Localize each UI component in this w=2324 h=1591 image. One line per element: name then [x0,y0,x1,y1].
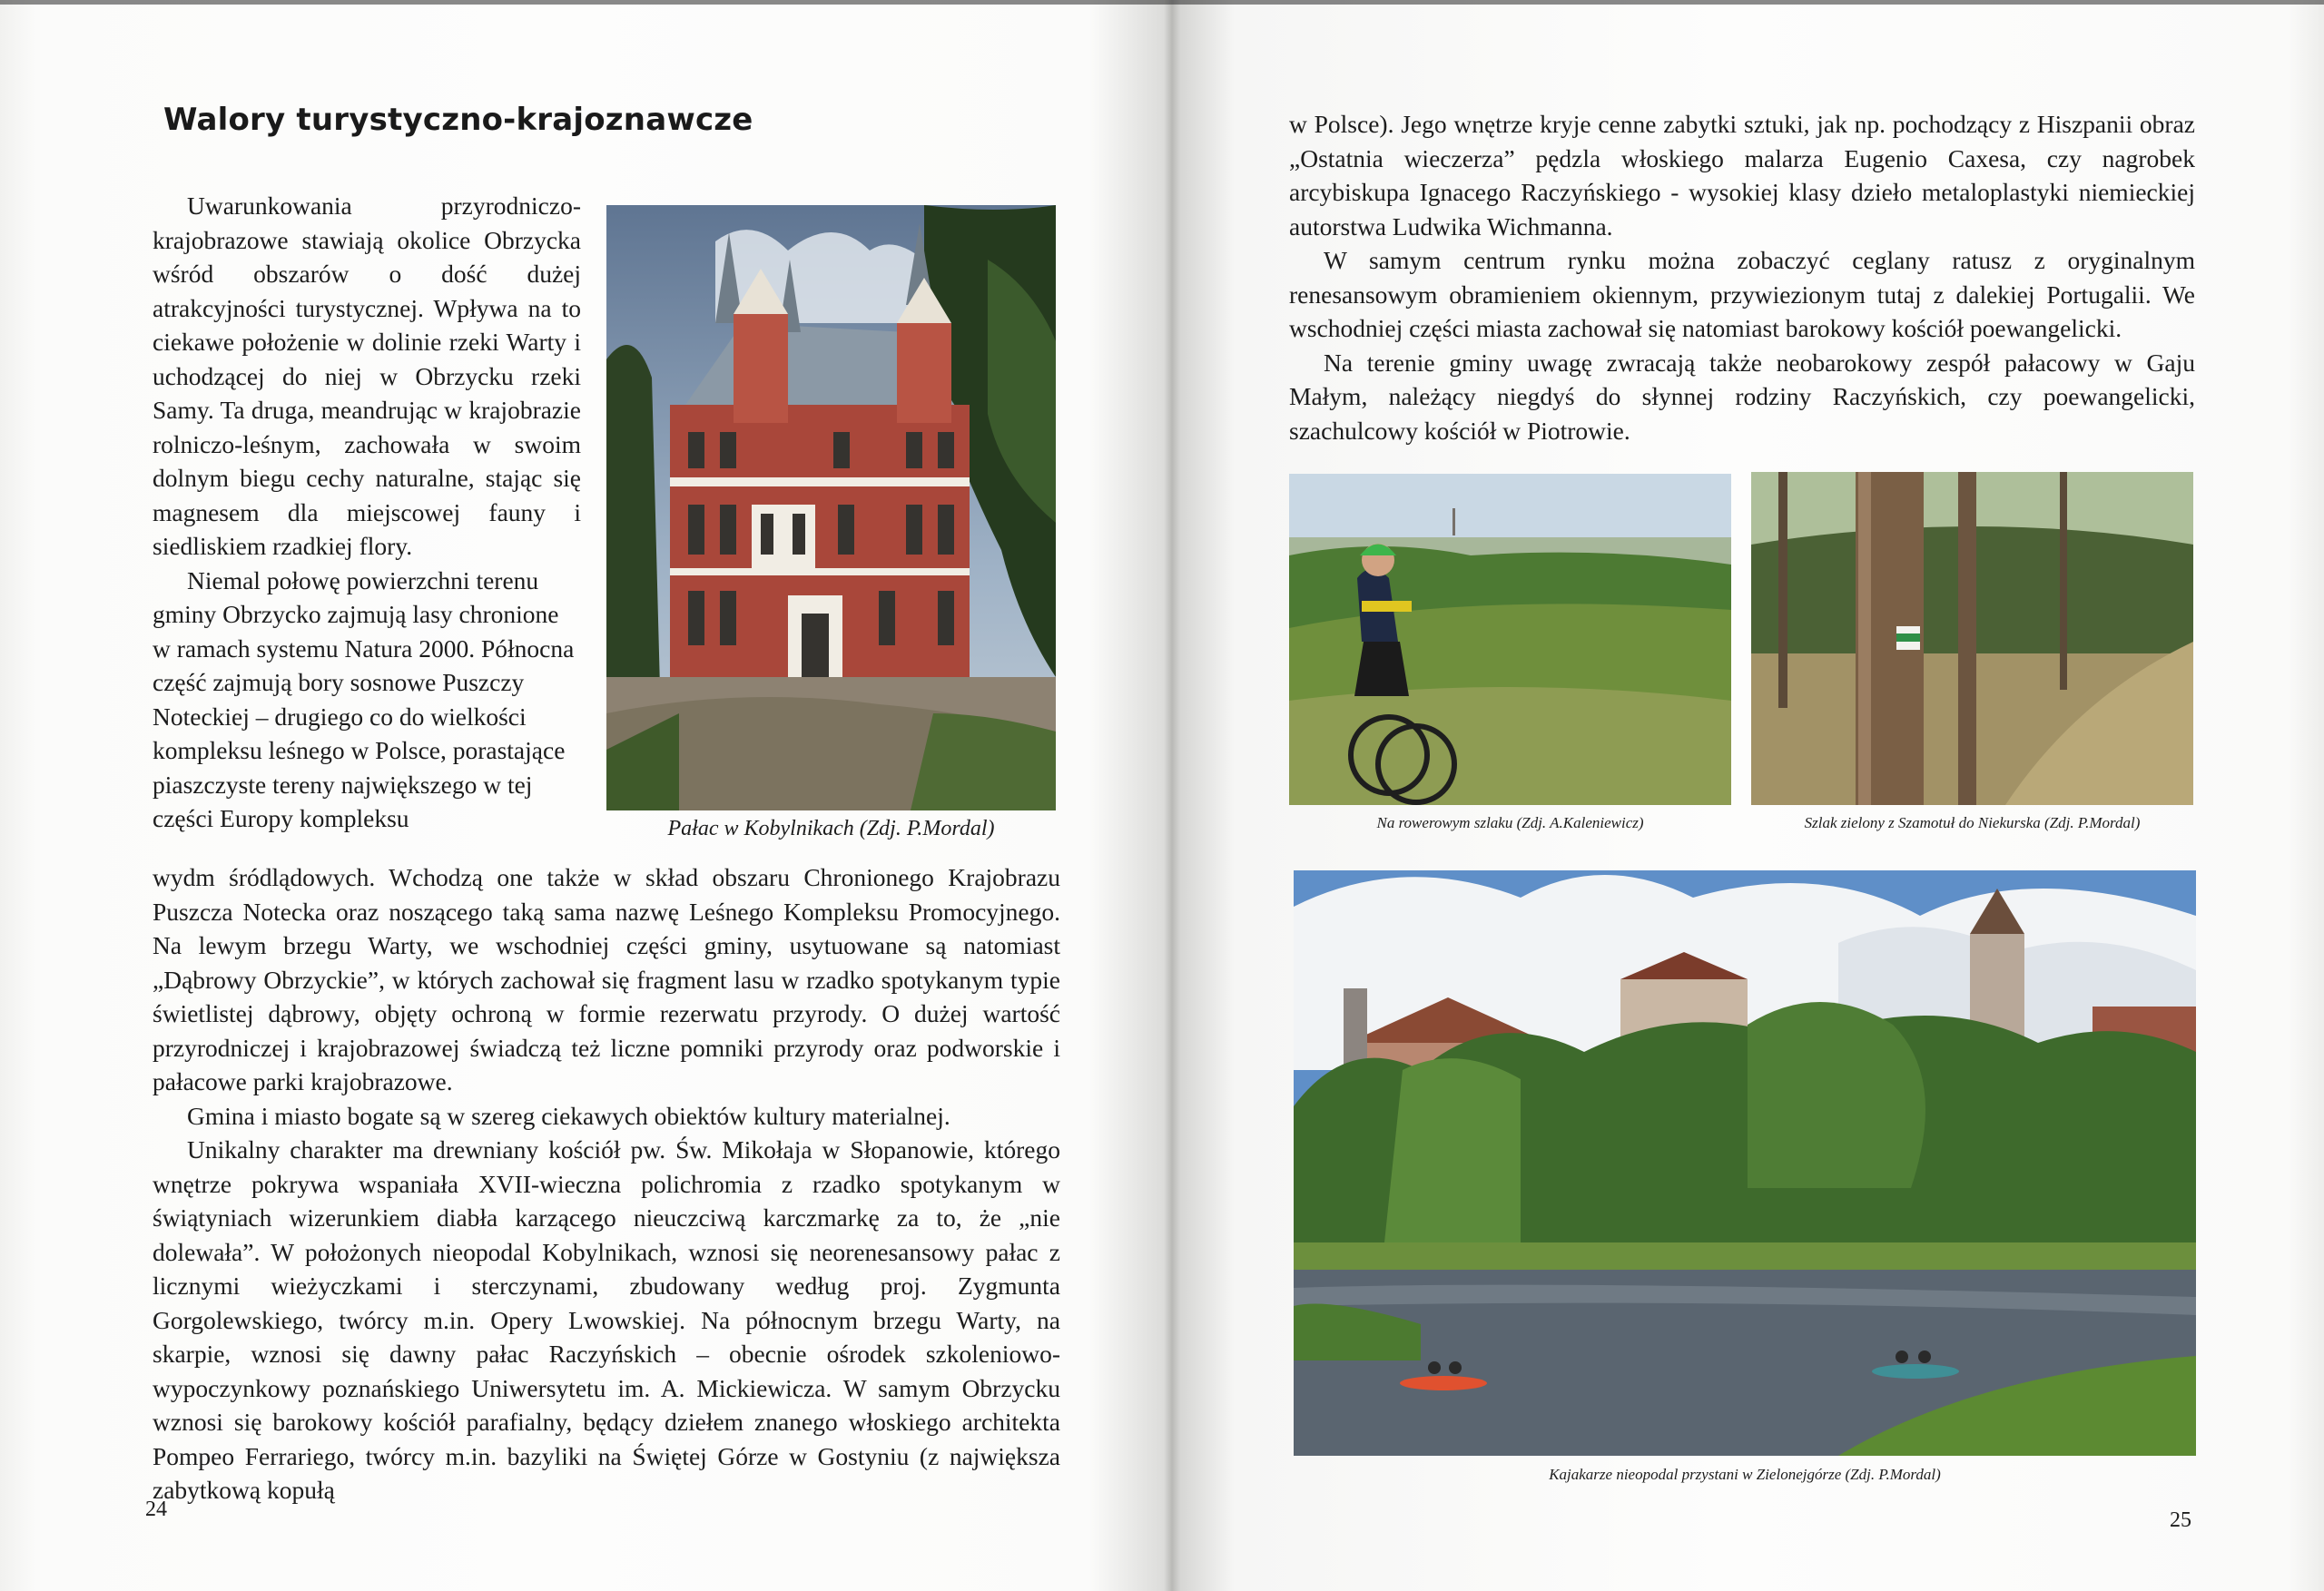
page-number-left: 24 [145,1498,167,1521]
paragraph: wydm śródlądowych. Wchodzą one także w skład obszaru Chronionego Krajobrazu Puszcza Notecka oraz noszącego taką sama nazwę Leśnego Kompleksu Promocyjnego. Na lewym brzegu Warty, we wschodniej części gminy, usytuowane są natomiast „Dąbrowy Obrzyckie”, w których zachował się fragment lasu w rzadko spotykanym typie świetlistej dąbrowy, objęty ochroną w formie rezerwatu przyrody. O dużej wartość przyrodniczej i krajobrazowej świadczą też liczne pomniki przyrody oraz podworskie i pałacowe parki krajobrazowe. [153,863,1060,1095]
palace-photo [606,205,1056,810]
paragraph: Na terenie gminy uwagę zwracają także neobarokowy zespół pałacowy w Gaju Małym, należący niegdyś do słynnej rodziny Raczyńskich, czy poewangelicki, szachulcowy kościół w Piotrowie. [1289,348,2195,445]
palace-photo-caption: Pałac w Kobylnikach (Zdj. P.Mordal) [667,817,995,840]
paragraph: Gmina i miasto bogate są w szereg ciekawych obiektów kultury materialnej. [187,1101,950,1130]
top-edge-line [0,0,2324,5]
paragraph: W samym centrum rynku można zobaczyć ceglany ratusz z oryginalnym renesansowym obramieniem okiennym, przywiezionym tutaj z dalekiej Portugalii. We wschodniej części miasta zachował się natomiast barokowy kościół poewangelicki. [1289,246,2195,342]
page-number-right: 25 [2170,1508,2191,1532]
paragraph: Niemal połowę powierzchni terenu gminy Obrzycko zajmują lasy chronione w ramach systemu Natura 2000. Północna część zajmują bory sosnowe Puszczy Noteckiej – drugiego co do wielkości kompleksu leśnego w Polsce, porastające piaszczyste tereny największego w tej części Europy kompleksu [153,565,575,832]
left-full-text [153,860,1060,1508]
paragraph: Uwarunkowania przyrodniczo-krajobrazowe stawiają okolice Obrzycka wśród obszarów o dość dużej atrakcyjności turystycznej. Wpływa na to ciekawe położenie w dolinie rzeki Warty i uchodzącej do niej w Obrzycku rzeki Samy. Ta druga, meandrując w krajobrazie rolniczo-leśnym, zachowała w swoim dolnym biegu cechy naturalne, stając się magnesem dla miejscowej fauny i siedliskiem rzadkiej flory. [153,192,581,560]
paragraph: w Polsce). Jego wnętrze kryje cenne zabytki sztuki, jak np. pochodzący z Hiszpanii obraz „Ostatnia wieczerza” pędzla włoskiego malarza Eugenio Caxesa, czy nagrobek arcybiskupa Ignacego Raczyńskiego - wysokiej klasy dzieło metaloplastyki niemieckiej autorstwa Ludwika Wichmanna. [1289,110,2195,241]
right-text [1289,107,2195,447]
trail-photo-caption: Szlak zielony z Szamotuł do Niekurska (Zdj. P.Mordal) [1804,814,2141,831]
trail-photo [1751,472,2193,805]
cyclist-photo-caption: Na rowerowym szlaku (Zdj. A.Kaleniewicz) [1376,814,1644,831]
kayak-photo [1294,870,2196,1456]
paragraph: Unikalny charakter ma drewniany kościół pw. Św. Mikołaja w Słopanowie, którego wnętrze pokrywa wspaniała XVII-wieczna polichromia z rzadko spotykanym w świątyniach wizerunkiem diabła karzącego nieuczciwą karczmarkę za to, że „nie dolewała”. W położonych nieopodal Kobylnikach, wznosi się neorenesansowy pałac z licznymi wieżyczkami i sterczynami, zbudowany według proj. Zygmunta Gorgolewskiego, twórcy m.in. Opery Lwowskiej. Na północnym brzegu Warty, na skarpie, wznosi się dawny pałac Raczyńskich – obecnie ośrodek szkoleniowo-wypoczynkowy poznańskiego Uniwersytetu im. A. Mickiewicza. W samym Obrzycku wznosi się barokowy kościół parafialny, będący dziełem znanego włoskiego architekta Pompeo Ferrariego, twórcy m.in. bazyliki na Świętej Górze w Gostyniu (z największa zabytkową kopułą [153,1135,1060,1504]
kayak-photo-caption: Kajakarze nieopodal przystani w Zielonejgórze (Zdj. P.Mordal) [1549,1466,1941,1483]
cyclist-photo [1289,474,1731,805]
left-wrapped-text [153,189,581,836]
page-title: Walory turystyczno-krajoznawcze [163,102,753,138]
